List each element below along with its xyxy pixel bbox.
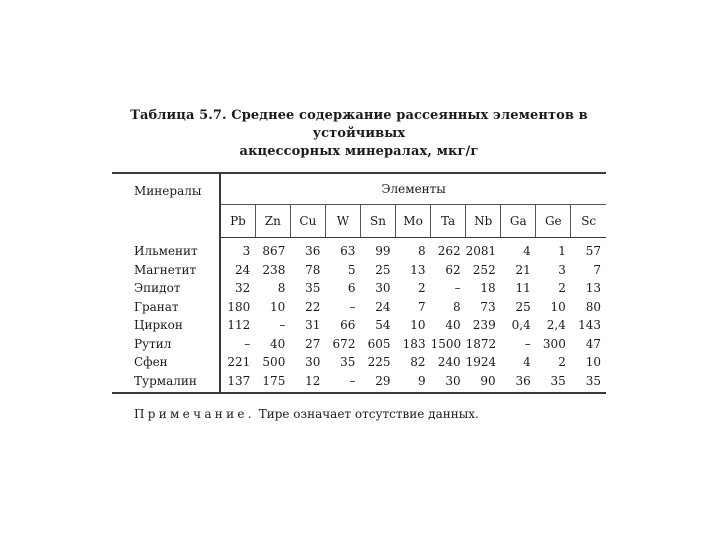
value-cell: 32	[234, 281, 251, 296]
value-cell: 8	[277, 281, 286, 296]
value-cell: 8	[453, 299, 461, 314]
value-cell: 10	[550, 299, 566, 314]
element-column-header: Mo	[396, 205, 431, 238]
value-cell: 36	[515, 373, 531, 388]
value-cell: 4	[523, 244, 531, 259]
value-cell: 21	[515, 262, 531, 277]
note-prefix: Примечание.	[134, 407, 255, 421]
value-cell: 22	[305, 299, 321, 314]
table-caption	[112, 107, 606, 161]
mineral-name-cell: Сфен	[112, 353, 220, 372]
caption-line-2: акцессорных минералах, мкг/г	[239, 144, 479, 159]
value-cell: 0,4	[511, 318, 531, 333]
value-cell: 183	[402, 336, 426, 351]
value-cell: 112	[227, 318, 251, 333]
element-column-header: Sn	[360, 205, 395, 238]
mineral-name-cell: Циркон	[112, 316, 220, 335]
value-cell: 5	[347, 262, 356, 277]
value-cell: 2	[417, 281, 426, 296]
value-cell: 137	[227, 373, 251, 388]
table-row	[112, 335, 606, 354]
document-page	[112, 107, 606, 422]
value-cell: 35	[305, 281, 321, 296]
value-cell: 10	[585, 355, 601, 370]
value-cell: 13	[585, 281, 601, 296]
value-cell: 4	[523, 355, 531, 370]
value-cell: 6	[347, 281, 356, 296]
value-cell: 2	[558, 281, 566, 296]
value-cell: 29	[375, 373, 391, 388]
value-cell: 25	[375, 262, 391, 277]
value-cell: 605	[367, 336, 391, 351]
value-cell: 82	[410, 355, 426, 370]
value-cell: 24	[234, 262, 251, 277]
value-cell: 9	[417, 373, 426, 388]
table-note	[134, 406, 606, 422]
value-cell: 2,4	[546, 318, 566, 333]
value-cell: 7	[593, 262, 601, 277]
mineral-name-cell: Рутил	[112, 335, 220, 354]
mineral-name-cell: Эпидот	[112, 279, 220, 298]
value-cell: 10	[270, 299, 286, 314]
value-cell: 66	[340, 318, 356, 333]
table-row	[112, 238, 606, 261]
value-cell: 18	[480, 281, 496, 296]
value-cell: 57	[585, 244, 601, 259]
value-cell: 10	[410, 318, 426, 333]
table-body	[112, 238, 606, 393]
value-cell: 90	[480, 373, 496, 388]
value-cell: 239	[472, 318, 496, 333]
value-cell: 238	[262, 262, 286, 277]
mineral-name-cell: Ильменит	[112, 238, 220, 261]
value-cell: 30	[305, 355, 321, 370]
value-cell: 30	[375, 281, 391, 296]
value-cell: 24	[375, 299, 391, 314]
mineral-name-cell: Турмалин	[112, 372, 220, 393]
value-cell: 500	[262, 355, 286, 370]
value-cell: 225	[367, 355, 391, 370]
value-cell: 1872	[465, 336, 497, 351]
element-column-header: Nb	[466, 205, 501, 238]
element-column-header: Ge	[536, 205, 571, 238]
value-cell: 8	[417, 244, 426, 259]
element-column-header: Zn	[255, 205, 290, 238]
value-cell: 252	[472, 262, 496, 277]
value-cell: 2081	[465, 244, 497, 259]
value-cell: 143	[578, 318, 601, 333]
caption-line-1: Таблица 5.7. Среднее содержание рассеянных элементов в устойчивых	[130, 108, 588, 141]
value-cell: 54	[375, 318, 391, 333]
elements-group-header: Элементы	[220, 174, 606, 205]
mineral-name-cell: Магнетит	[112, 261, 220, 280]
value-cell: 62	[445, 262, 461, 277]
value-cell: 11	[515, 281, 531, 296]
value-cell: 35	[550, 373, 566, 388]
element-column-header: Ta	[431, 205, 466, 238]
value-cell: 40	[270, 336, 286, 351]
value-cell: 35	[340, 355, 356, 370]
value-cell: 867	[262, 244, 286, 259]
value-cell: 47	[585, 336, 601, 351]
value-cell: 180	[227, 299, 251, 314]
value-cell: –	[454, 281, 461, 296]
value-cell: 35	[585, 373, 601, 388]
note-text: Тире означает отсутствие данных.	[254, 407, 479, 421]
value-cell: 3	[242, 244, 251, 259]
value-cell: –	[279, 318, 286, 333]
value-cell: 73	[480, 299, 496, 314]
value-cell: 63	[340, 244, 356, 259]
value-cell: 99	[375, 244, 391, 259]
value-cell: 12	[305, 373, 321, 388]
value-cell: 672	[332, 336, 356, 351]
element-column-header: Cu	[290, 205, 325, 238]
value-cell: 300	[542, 336, 566, 351]
value-cell: 1	[558, 244, 566, 259]
value-cell: 3	[558, 262, 566, 277]
value-cell: –	[349, 373, 356, 388]
value-cell: 1924	[465, 355, 497, 370]
element-content-table-frame	[112, 172, 606, 394]
mineral-name-cell: Гранат	[112, 298, 220, 317]
value-cell: 80	[585, 299, 601, 314]
value-cell: 25	[515, 299, 531, 314]
value-cell: 31	[305, 318, 321, 333]
value-cell: –	[244, 336, 251, 351]
table-row	[112, 279, 606, 298]
table-row	[112, 372, 606, 393]
value-cell: 262	[437, 244, 461, 259]
value-cell: 240	[437, 355, 461, 370]
element-column-header: Sc	[571, 205, 606, 238]
minerals-column-header: Минералы	[112, 174, 220, 238]
value-cell: 1500	[430, 336, 462, 351]
value-cell: 27	[305, 336, 321, 351]
value-cell: –	[524, 336, 531, 351]
value-cell: 7	[417, 299, 426, 314]
value-cell: 36	[305, 244, 321, 259]
table-row	[112, 298, 606, 317]
element-column-header: Pb	[220, 205, 255, 238]
value-cell: 30	[445, 373, 461, 388]
element-column-header: Ga	[501, 205, 536, 238]
element-column-header: W	[325, 205, 360, 238]
element-content-table	[112, 174, 606, 392]
value-cell: 221	[227, 355, 251, 370]
value-cell: 175	[262, 373, 286, 388]
value-cell: 78	[305, 262, 321, 277]
value-cell: 2	[558, 355, 566, 370]
value-cell: 40	[445, 318, 461, 333]
table-row	[112, 261, 606, 280]
table-row	[112, 316, 606, 335]
table-row	[112, 353, 606, 372]
value-cell: 13	[410, 262, 426, 277]
value-cell: –	[349, 299, 356, 314]
